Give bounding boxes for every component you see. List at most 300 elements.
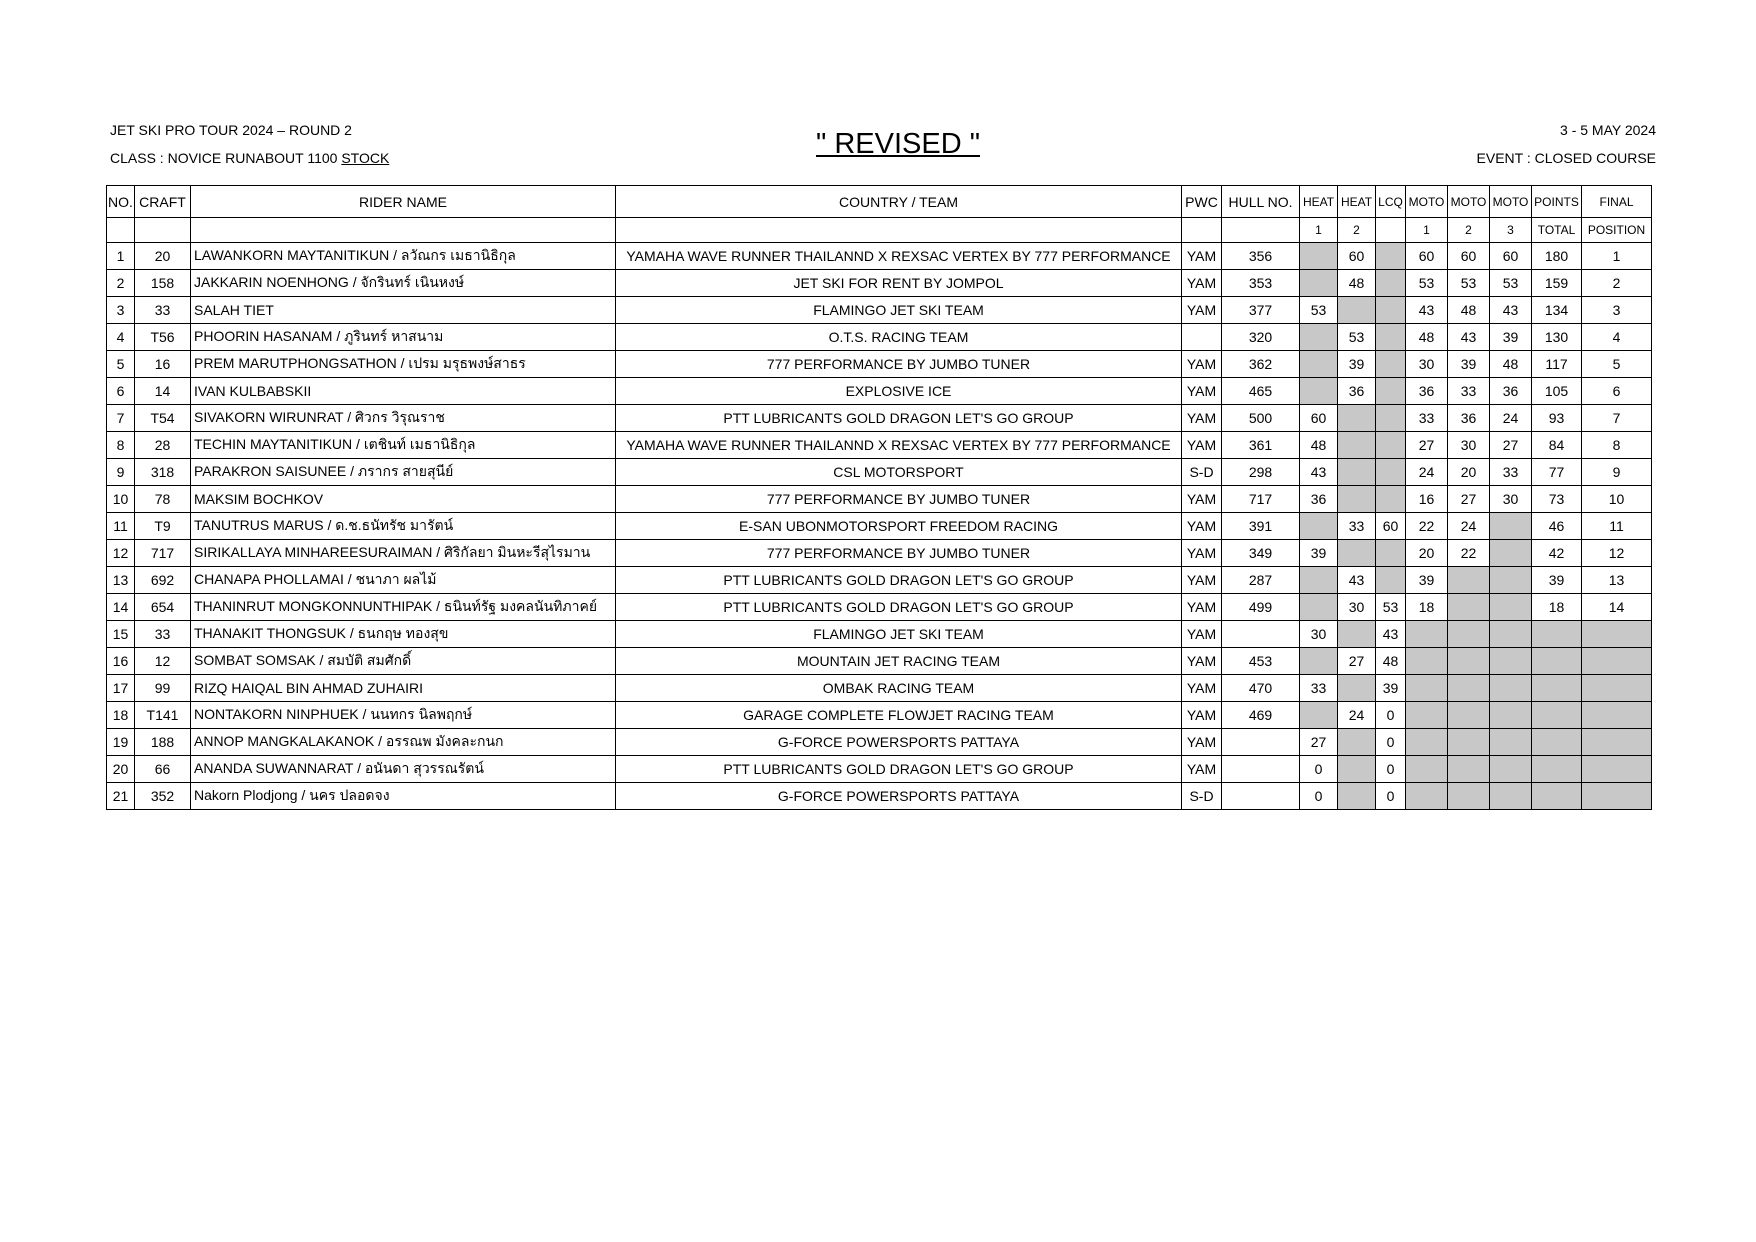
cell-country-team: PTT LUBRICANTS GOLD DRAGON LET'S GO GROUP — [616, 405, 1182, 432]
cell-heat-1 — [1300, 567, 1338, 594]
cell-lcq — [1376, 432, 1406, 459]
event-date: 3 - 5 MAY 2024 — [1560, 122, 1656, 138]
table-row — [107, 729, 1652, 756]
subcol-moto-1: 1 — [1406, 218, 1448, 243]
cell-lcq — [1376, 270, 1406, 297]
cell-moto-1: 60 — [1406, 243, 1448, 270]
cell-no: 4 — [107, 324, 135, 351]
cell-heat-1 — [1300, 648, 1338, 675]
cell-points-total — [1532, 756, 1582, 783]
subcol-pwc — [1182, 218, 1222, 243]
subcol-heat-1: 1 — [1300, 218, 1338, 243]
cell-moto-2 — [1448, 783, 1490, 810]
cell-points-total: 130 — [1532, 324, 1582, 351]
cell-craft: 33 — [135, 297, 191, 324]
cell-hull-no: 500 — [1222, 405, 1300, 432]
table-row — [107, 324, 1652, 351]
cell-country-team: YAMAHA WAVE RUNNER THAILANND X REXSAC VERTEX BY 777 PERFORMANCE — [616, 432, 1182, 459]
cell-hull-no: 349 — [1222, 540, 1300, 567]
subcol-country-team — [616, 218, 1182, 243]
cell-no: 20 — [107, 756, 135, 783]
cell-rider-name: THANINRUT MONGKONNUNTHIPAK / ธนินท์รัฐ มงคลนันทิภาคย์ — [191, 594, 616, 621]
cell-hull-no: 377 — [1222, 297, 1300, 324]
cell-moto-3 — [1490, 702, 1532, 729]
cell-heat-2: 24 — [1338, 702, 1376, 729]
cell-moto-1 — [1406, 648, 1448, 675]
cell-pwc: YAM — [1182, 729, 1222, 756]
cell-rider-name: ANANDA SUWANNARAT / อนันดา สุวรรณรัตน์ — [191, 756, 616, 783]
cell-moto-3: 30 — [1490, 486, 1532, 513]
col-lcq: LCQ — [1376, 186, 1406, 218]
cell-lcq: 48 — [1376, 648, 1406, 675]
table-row — [107, 513, 1652, 540]
cell-points-total — [1532, 783, 1582, 810]
cell-heat-1: 30 — [1300, 621, 1338, 648]
cell-no: 14 — [107, 594, 135, 621]
cell-hull-no: 469 — [1222, 702, 1300, 729]
cell-lcq: 0 — [1376, 783, 1406, 810]
col-moto-1: MOTO — [1406, 186, 1448, 218]
cell-points-total — [1532, 675, 1582, 702]
cell-heat-1: 48 — [1300, 432, 1338, 459]
cell-hull-no: 320 — [1222, 324, 1300, 351]
subcol-moto-3: 3 — [1490, 218, 1532, 243]
cell-points-total: 84 — [1532, 432, 1582, 459]
cell-country-team: PTT LUBRICANTS GOLD DRAGON LET'S GO GROUP — [616, 594, 1182, 621]
cell-moto-1: 43 — [1406, 297, 1448, 324]
cell-moto-1 — [1406, 756, 1448, 783]
cell-country-team: JET SKI FOR RENT BY JOMPOL — [616, 270, 1182, 297]
cell-moto-3 — [1490, 675, 1532, 702]
results-body — [107, 243, 1652, 810]
event-title: JET SKI PRO TOUR 2024 – ROUND 2 — [110, 122, 352, 138]
cell-heat-1: 43 — [1300, 459, 1338, 486]
cell-no: 11 — [107, 513, 135, 540]
cell-heat-2 — [1338, 675, 1376, 702]
cell-pwc: YAM — [1182, 432, 1222, 459]
cell-craft: 78 — [135, 486, 191, 513]
cell-pwc — [1182, 324, 1222, 351]
cell-country-team: FLAMINGO JET SKI TEAM — [616, 297, 1182, 324]
cell-heat-2 — [1338, 756, 1376, 783]
cell-moto-3: 33 — [1490, 459, 1532, 486]
cell-pwc: YAM — [1182, 243, 1222, 270]
cell-heat-2: 33 — [1338, 513, 1376, 540]
cell-rider-name: SOMBAT SOMSAK / สมบัติ สมศักดิ์ — [191, 648, 616, 675]
cell-heat-2 — [1338, 459, 1376, 486]
table-row — [107, 756, 1652, 783]
cell-lcq: 0 — [1376, 702, 1406, 729]
cell-final-position — [1582, 648, 1652, 675]
cell-craft: 66 — [135, 756, 191, 783]
cell-craft: 158 — [135, 270, 191, 297]
cell-heat-1: 27 — [1300, 729, 1338, 756]
cell-pwc: YAM — [1182, 756, 1222, 783]
subcol-craft — [135, 218, 191, 243]
cell-craft: 717 — [135, 540, 191, 567]
table-row — [107, 567, 1652, 594]
col-country-team: COUNTRY / TEAM — [616, 186, 1182, 218]
cell-no: 13 — [107, 567, 135, 594]
cell-moto-2 — [1448, 756, 1490, 783]
cell-moto-3 — [1490, 648, 1532, 675]
cell-no: 8 — [107, 432, 135, 459]
col-final: FINAL — [1582, 186, 1652, 218]
cell-craft: 99 — [135, 675, 191, 702]
cell-moto-2: 36 — [1448, 405, 1490, 432]
col-heat-2: HEAT — [1338, 186, 1376, 218]
cell-hull-no: 356 — [1222, 243, 1300, 270]
cell-pwc: YAM — [1182, 702, 1222, 729]
table-row — [107, 486, 1652, 513]
cell-points-total — [1532, 702, 1582, 729]
table-row — [107, 594, 1652, 621]
cell-hull-no: 353 — [1222, 270, 1300, 297]
cell-hull-no: 465 — [1222, 378, 1300, 405]
cell-points-total — [1532, 648, 1582, 675]
cell-craft: 692 — [135, 567, 191, 594]
cell-rider-name: MAKSIM BOCHKOV — [191, 486, 616, 513]
cell-heat-2: 48 — [1338, 270, 1376, 297]
cell-final-position: 6 — [1582, 378, 1652, 405]
table-row — [107, 621, 1652, 648]
col-heat-1: HEAT — [1300, 186, 1338, 218]
cell-pwc: YAM — [1182, 594, 1222, 621]
cell-no: 12 — [107, 540, 135, 567]
cell-moto-3 — [1490, 594, 1532, 621]
cell-rider-name: NONTAKORN NINPHUEK / นนทกร นิลพฤกษ์ — [191, 702, 616, 729]
cell-moto-2 — [1448, 594, 1490, 621]
cell-pwc: YAM — [1182, 540, 1222, 567]
table-row — [107, 351, 1652, 378]
cell-heat-1 — [1300, 594, 1338, 621]
cell-craft: 33 — [135, 621, 191, 648]
cell-pwc: S-D — [1182, 459, 1222, 486]
cell-rider-name: SIRIKALLAYA MINHAREESURAIMAN / ศิริกัลยา มินหะรีสุไรมาน — [191, 540, 616, 567]
cell-final-position: 10 — [1582, 486, 1652, 513]
cell-country-team: EXPLOSIVE ICE — [616, 378, 1182, 405]
cell-craft: T9 — [135, 513, 191, 540]
cell-heat-1 — [1300, 243, 1338, 270]
cell-moto-2: 27 — [1448, 486, 1490, 513]
cell-rider-name: IVAN KULBABSKII — [191, 378, 616, 405]
cell-craft: 16 — [135, 351, 191, 378]
cell-pwc: YAM — [1182, 405, 1222, 432]
cell-craft: 318 — [135, 459, 191, 486]
cell-lcq: 53 — [1376, 594, 1406, 621]
cell-rider-name: TECHIN MAYTANITIKUN / เตชินท์ เมธานิธิกุล — [191, 432, 616, 459]
cell-moto-3 — [1490, 540, 1532, 567]
cell-moto-2: 22 — [1448, 540, 1490, 567]
cell-country-team: PTT LUBRICANTS GOLD DRAGON LET'S GO GROUP — [616, 756, 1182, 783]
cell-moto-3 — [1490, 621, 1532, 648]
cell-hull-no: 391 — [1222, 513, 1300, 540]
cell-points-total: 18 — [1532, 594, 1582, 621]
cell-points-total: 105 — [1532, 378, 1582, 405]
cell-points-total: 117 — [1532, 351, 1582, 378]
cell-pwc: YAM — [1182, 648, 1222, 675]
cell-final-position: 11 — [1582, 513, 1652, 540]
cell-heat-1: 36 — [1300, 486, 1338, 513]
table-row — [107, 432, 1652, 459]
table-row — [107, 405, 1652, 432]
cell-moto-1: 36 — [1406, 378, 1448, 405]
table-row — [107, 783, 1652, 810]
cell-moto-1: 20 — [1406, 540, 1448, 567]
cell-hull-no: 287 — [1222, 567, 1300, 594]
cell-country-team: PTT LUBRICANTS GOLD DRAGON LET'S GO GROUP — [616, 567, 1182, 594]
subcol-hull-no — [1222, 218, 1300, 243]
cell-moto-1: 27 — [1406, 432, 1448, 459]
cell-moto-3: 39 — [1490, 324, 1532, 351]
cell-heat-2: 39 — [1338, 351, 1376, 378]
cell-heat-2 — [1338, 297, 1376, 324]
cell-pwc: YAM — [1182, 567, 1222, 594]
cell-moto-2 — [1448, 702, 1490, 729]
cell-country-team: 777 PERFORMANCE BY JUMBO TUNER — [616, 486, 1182, 513]
subcol-final-position: POSITION — [1582, 218, 1652, 243]
cell-moto-1 — [1406, 621, 1448, 648]
cell-heat-2: 36 — [1338, 378, 1376, 405]
cell-final-position: 2 — [1582, 270, 1652, 297]
cell-heat-2 — [1338, 729, 1376, 756]
cell-points-total: 46 — [1532, 513, 1582, 540]
cell-final-position: 7 — [1582, 405, 1652, 432]
table-row — [107, 270, 1652, 297]
cell-no: 6 — [107, 378, 135, 405]
cell-craft: 28 — [135, 432, 191, 459]
cell-heat-1: 53 — [1300, 297, 1338, 324]
cell-final-position — [1582, 756, 1652, 783]
cell-country-team: E-SAN UBONMOTORSPORT FREEDOM RACING — [616, 513, 1182, 540]
cell-lcq: 43 — [1376, 621, 1406, 648]
cell-moto-1 — [1406, 783, 1448, 810]
cell-no: 17 — [107, 675, 135, 702]
cell-no: 10 — [107, 486, 135, 513]
cell-heat-1 — [1300, 513, 1338, 540]
cell-craft: 12 — [135, 648, 191, 675]
cell-final-position: 13 — [1582, 567, 1652, 594]
cell-points-total — [1532, 729, 1582, 756]
cell-points-total: 42 — [1532, 540, 1582, 567]
cell-lcq: 60 — [1376, 513, 1406, 540]
cell-heat-2: 60 — [1338, 243, 1376, 270]
cell-no: 15 — [107, 621, 135, 648]
col-points: POINTS — [1532, 186, 1582, 218]
table-row — [107, 459, 1652, 486]
table-row — [107, 675, 1652, 702]
cell-craft: T54 — [135, 405, 191, 432]
header-row-1 — [107, 186, 1652, 218]
col-pwc: PWC — [1182, 186, 1222, 218]
cell-hull-no: 717 — [1222, 486, 1300, 513]
cell-moto-1: 30 — [1406, 351, 1448, 378]
cell-hull-no: 298 — [1222, 459, 1300, 486]
cell-moto-1: 53 — [1406, 270, 1448, 297]
cell-country-team: G-FORCE POWERSPORTS PATTAYA — [616, 729, 1182, 756]
cell-rider-name: THANAKIT THONGSUK / ธนกฤษ ทองสุข — [191, 621, 616, 648]
cell-pwc: YAM — [1182, 621, 1222, 648]
cell-craft: 654 — [135, 594, 191, 621]
cell-craft: T56 — [135, 324, 191, 351]
cell-lcq — [1376, 297, 1406, 324]
event-type: EVENT : CLOSED COURSE — [1476, 150, 1656, 166]
cell-country-team: G-FORCE POWERSPORTS PATTAYA — [616, 783, 1182, 810]
cell-lcq — [1376, 459, 1406, 486]
cell-moto-3 — [1490, 783, 1532, 810]
cell-heat-2 — [1338, 783, 1376, 810]
cell-country-team: OMBAK RACING TEAM — [616, 675, 1182, 702]
cell-final-position — [1582, 675, 1652, 702]
cell-rider-name: ANNOP MANGKALAKANOK / อรรณพ มังคละกนก — [191, 729, 616, 756]
table-row — [107, 648, 1652, 675]
cell-moto-3 — [1490, 729, 1532, 756]
cell-points-total: 39 — [1532, 567, 1582, 594]
cell-heat-2 — [1338, 540, 1376, 567]
cell-hull-no: 499 — [1222, 594, 1300, 621]
subcol-lcq — [1376, 218, 1406, 243]
cell-moto-3: 48 — [1490, 351, 1532, 378]
cell-lcq — [1376, 486, 1406, 513]
col-rider-name: RIDER NAME — [191, 186, 616, 218]
cell-points-total — [1532, 621, 1582, 648]
cell-heat-1 — [1300, 351, 1338, 378]
cell-lcq — [1376, 567, 1406, 594]
cell-heat-1: 60 — [1300, 405, 1338, 432]
subcol-heat-2: 2 — [1338, 218, 1376, 243]
cell-moto-3 — [1490, 756, 1532, 783]
cell-final-position: 8 — [1582, 432, 1652, 459]
cell-lcq — [1376, 324, 1406, 351]
cell-rider-name: PREM MARUTPHONGSATHON / เปรม มรุธพงษ์สาธร — [191, 351, 616, 378]
subcol-points-total: TOTAL — [1532, 218, 1582, 243]
cell-pwc: YAM — [1182, 351, 1222, 378]
cell-craft: 352 — [135, 783, 191, 810]
cell-lcq: 0 — [1376, 756, 1406, 783]
cell-lcq — [1376, 540, 1406, 567]
cell-points-total: 77 — [1532, 459, 1582, 486]
col-moto-2: MOTO — [1448, 186, 1490, 218]
cell-points-total: 73 — [1532, 486, 1582, 513]
cell-moto-1: 22 — [1406, 513, 1448, 540]
cell-country-team: 777 PERFORMANCE BY JUMBO TUNER — [616, 540, 1182, 567]
cell-moto-1 — [1406, 675, 1448, 702]
cell-final-position: 12 — [1582, 540, 1652, 567]
cell-heat-2: 53 — [1338, 324, 1376, 351]
cell-moto-2: 33 — [1448, 378, 1490, 405]
cell-heat-1 — [1300, 378, 1338, 405]
cell-no: 21 — [107, 783, 135, 810]
results-table — [106, 185, 1652, 810]
cell-rider-name: JAKKARIN NOENHONG / จักรินทร์ เนินหงษ์ — [191, 270, 616, 297]
cell-rider-name: CHANAPA PHOLLAMAI / ชนาภา ผลไม้ — [191, 567, 616, 594]
cell-hull-no: 470 — [1222, 675, 1300, 702]
cell-final-position: 5 — [1582, 351, 1652, 378]
table-row — [107, 540, 1652, 567]
cell-final-position: 3 — [1582, 297, 1652, 324]
cell-moto-2: 48 — [1448, 297, 1490, 324]
cell-moto-1: 24 — [1406, 459, 1448, 486]
cell-moto-3: 27 — [1490, 432, 1532, 459]
cell-country-team: MOUNTAIN JET RACING TEAM — [616, 648, 1182, 675]
cell-pwc: S-D — [1182, 783, 1222, 810]
cell-no: 19 — [107, 729, 135, 756]
cell-heat-2: 43 — [1338, 567, 1376, 594]
cell-hull-no — [1222, 756, 1300, 783]
cell-heat-2 — [1338, 621, 1376, 648]
cell-rider-name: TANUTRUS MARUS / ด.ช.ธนัทรัช มารัตน์ — [191, 513, 616, 540]
cell-moto-2: 24 — [1448, 513, 1490, 540]
table-row — [107, 702, 1652, 729]
cell-points-total: 180 — [1532, 243, 1582, 270]
cell-moto-3: 60 — [1490, 243, 1532, 270]
header-row-2 — [107, 218, 1652, 243]
cell-pwc: YAM — [1182, 297, 1222, 324]
cell-lcq — [1376, 351, 1406, 378]
cell-heat-2: 27 — [1338, 648, 1376, 675]
cell-final-position: 14 — [1582, 594, 1652, 621]
cell-heat-1: 0 — [1300, 756, 1338, 783]
table-row — [107, 297, 1652, 324]
cell-moto-2: 20 — [1448, 459, 1490, 486]
subcol-moto-2: 2 — [1448, 218, 1490, 243]
cell-moto-3 — [1490, 513, 1532, 540]
subcol-no — [107, 218, 135, 243]
cell-moto-1 — [1406, 729, 1448, 756]
class-title-prefix: CLASS : NOVICE RUNABOUT 1100 — [110, 150, 342, 166]
cell-no: 2 — [107, 270, 135, 297]
cell-points-total: 93 — [1532, 405, 1582, 432]
cell-country-team: GARAGE COMPLETE FLOWJET RACING TEAM — [616, 702, 1182, 729]
cell-moto-2: 43 — [1448, 324, 1490, 351]
cell-heat-1: 33 — [1300, 675, 1338, 702]
cell-hull-no: 362 — [1222, 351, 1300, 378]
cell-moto-2: 60 — [1448, 243, 1490, 270]
cell-craft: T141 — [135, 702, 191, 729]
cell-heat-2 — [1338, 432, 1376, 459]
cell-rider-name: SALAH TIET — [191, 297, 616, 324]
cell-moto-2: 53 — [1448, 270, 1490, 297]
cell-moto-2 — [1448, 729, 1490, 756]
cell-moto-3: 24 — [1490, 405, 1532, 432]
cell-heat-2 — [1338, 486, 1376, 513]
cell-moto-1: 39 — [1406, 567, 1448, 594]
cell-no: 3 — [107, 297, 135, 324]
cell-points-total: 159 — [1532, 270, 1582, 297]
cell-final-position: 9 — [1582, 459, 1652, 486]
cell-hull-no — [1222, 729, 1300, 756]
cell-heat-1 — [1300, 270, 1338, 297]
cell-final-position — [1582, 729, 1652, 756]
cell-moto-1: 48 — [1406, 324, 1448, 351]
cell-craft: 188 — [135, 729, 191, 756]
cell-pwc: YAM — [1182, 675, 1222, 702]
cell-lcq: 39 — [1376, 675, 1406, 702]
cell-hull-no — [1222, 783, 1300, 810]
subcol-rider-name — [191, 218, 616, 243]
cell-craft: 14 — [135, 378, 191, 405]
col-moto-3: MOTO — [1490, 186, 1532, 218]
cell-moto-2 — [1448, 621, 1490, 648]
cell-no: 5 — [107, 351, 135, 378]
cell-moto-1 — [1406, 702, 1448, 729]
cell-moto-3 — [1490, 567, 1532, 594]
cell-lcq — [1376, 405, 1406, 432]
cell-moto-1: 16 — [1406, 486, 1448, 513]
cell-pwc: YAM — [1182, 513, 1222, 540]
cell-no: 18 — [107, 702, 135, 729]
cell-hull-no: 361 — [1222, 432, 1300, 459]
